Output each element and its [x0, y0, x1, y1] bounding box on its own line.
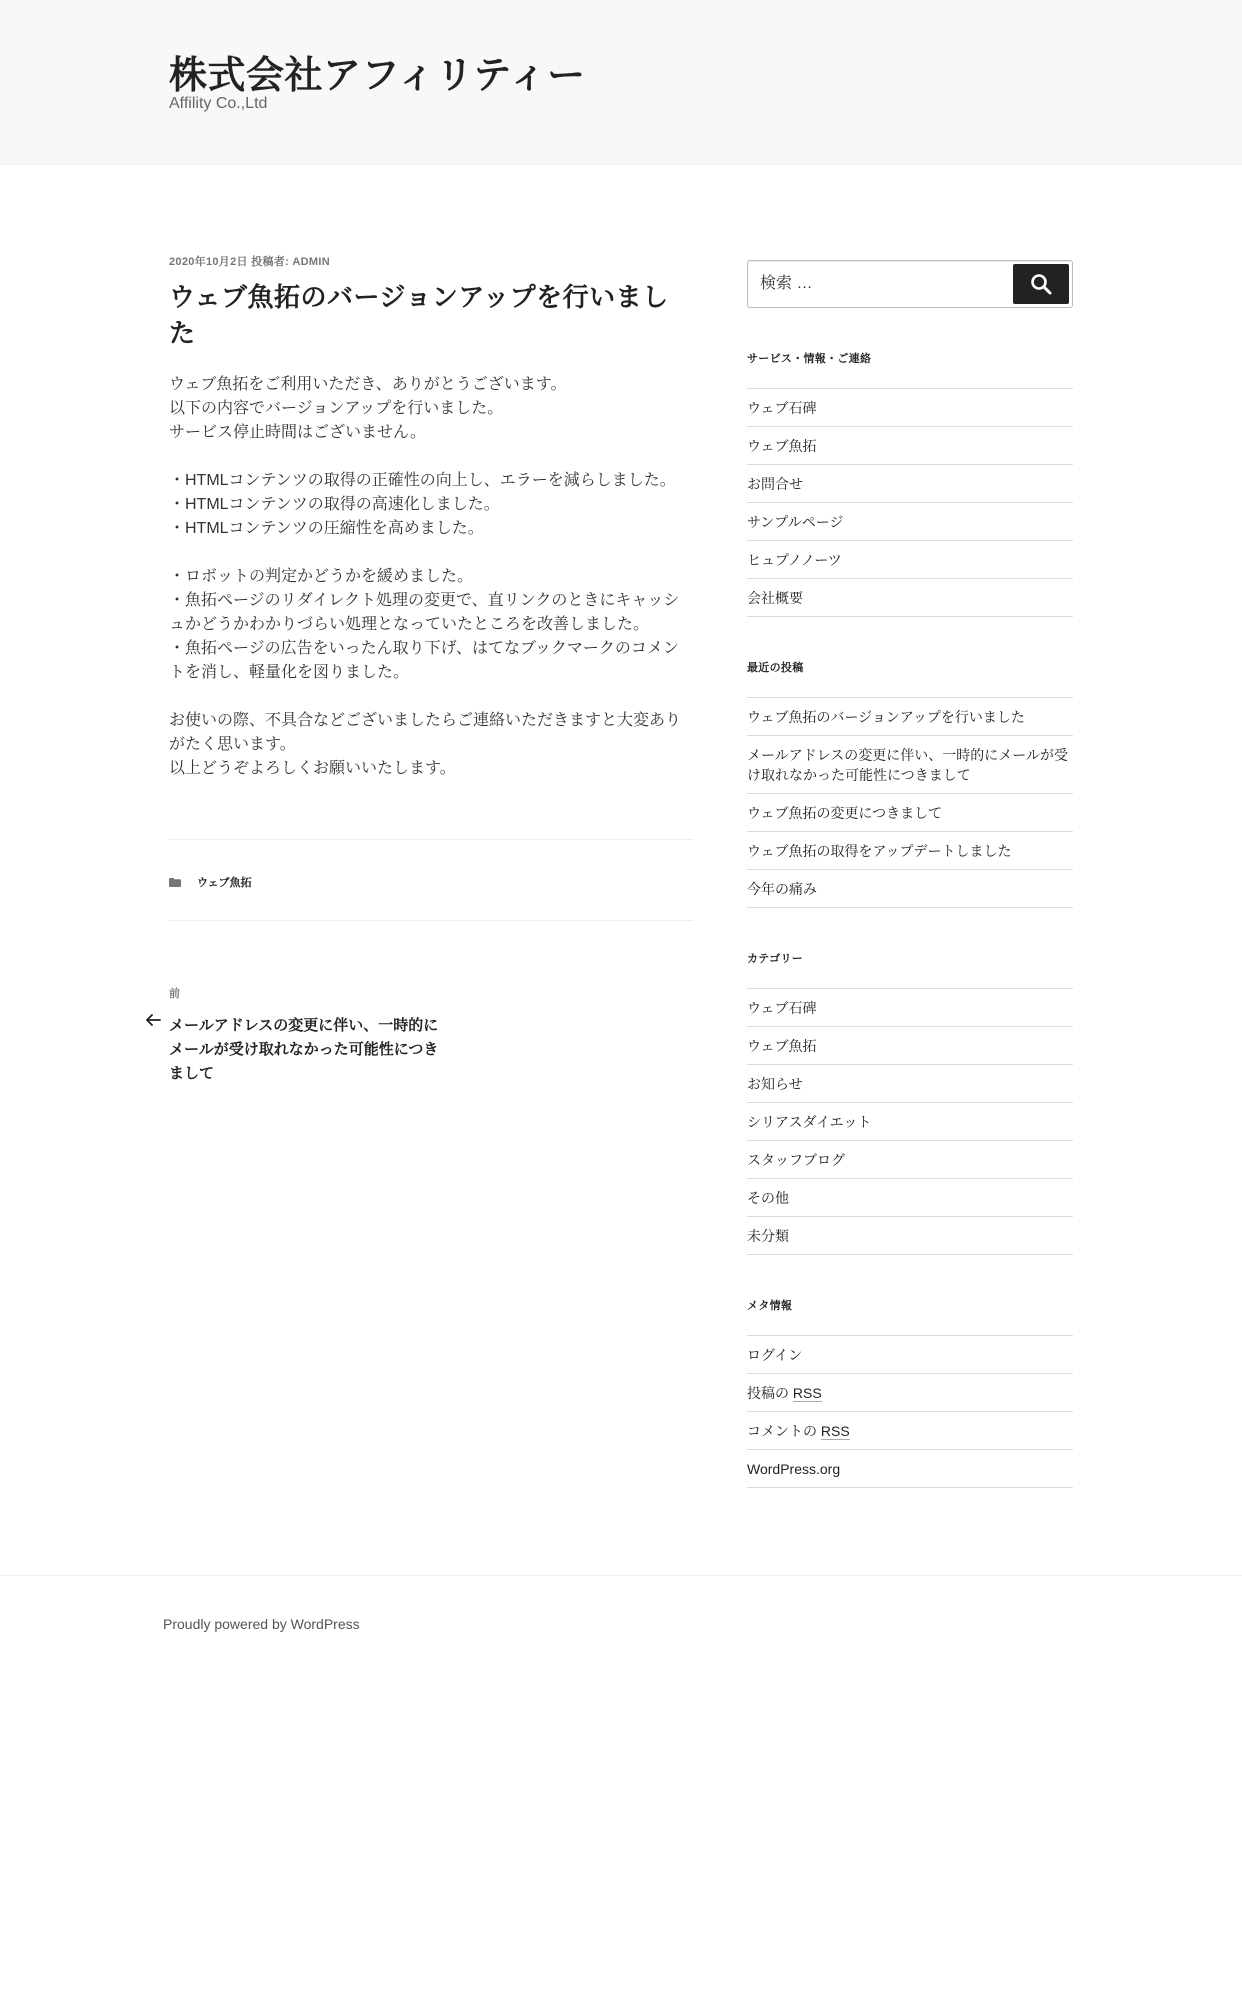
search-form [747, 260, 1073, 308]
services-list [747, 388, 1073, 617]
recent-post-item[interactable]: メールアドレスの変更に伴い、一時的にメールが受け取れなかった可能性につきまして [747, 736, 1073, 794]
content-line: ・HTMLコンテンツの圧縮性を高めました。 [169, 520, 484, 537]
post-content [169, 373, 693, 781]
posts-rss-link[interactable] [747, 1374, 1073, 1412]
category-item[interactable]: ウェブ魚拓 [747, 1027, 1073, 1065]
widget-meta [747, 1297, 1073, 1488]
main-content [169, 253, 693, 1095]
services-item[interactable]: お問合せ [747, 465, 1073, 503]
login-link[interactable]: ログイン [747, 1336, 1073, 1374]
content-line: 以下の内容でバージョンアップを行いました。 [169, 400, 504, 417]
content-spacer [169, 541, 693, 565]
search-input[interactable] [748, 261, 1016, 307]
services-item[interactable]: ウェブ魚拓 [747, 427, 1073, 465]
widget-categories-title: カテゴリー [747, 953, 804, 965]
services-item[interactable]: 会社概要 [747, 579, 1073, 617]
content-line: ウェブ魚拓をご利用いただき、ありがとうございます。 [169, 376, 567, 393]
folder-icon [169, 878, 181, 887]
wordpress-org-link[interactable]: WordPress.org [747, 1450, 1073, 1488]
content-line: サービス停止時間はございません。 [169, 424, 426, 441]
site-title[interactable]: 株式会社アフィリティー [169, 55, 586, 97]
category-item[interactable]: スタッフブログ [747, 1141, 1073, 1179]
entry-footer [169, 839, 693, 921]
category-links [169, 874, 252, 890]
prev-post-label: 前 [169, 988, 180, 1000]
category-link[interactable]: ウェブ魚拓 [197, 877, 252, 889]
meta-list [747, 1335, 1073, 1488]
content-line: ・HTMLコンテンツの取得の高速化しました。 [169, 496, 500, 513]
content-line: お使いの際、不具合などございましたらご連絡いただきますと大変ありがたく思います。 [169, 712, 682, 753]
comments-rss-prefix: コメントの [747, 1423, 817, 1439]
content-line: ・HTMLコンテンツの取得の正確性の向上し、エラーを減らしました。 [169, 472, 676, 489]
recent-posts-list [747, 697, 1073, 908]
content-line: 以上どうぞよろしくお願いいたします。 [169, 760, 456, 777]
site-header [0, 0, 1242, 165]
post-title: ウェブ魚拓のバージョンアップを行いました [169, 282, 669, 348]
widget-categories [747, 950, 1073, 1255]
widget-services-title: サービス・情報・ご連絡 [747, 353, 872, 365]
post-date-link[interactable]: 2020年10月2日 [169, 256, 248, 268]
search-button[interactable] [1013, 264, 1069, 304]
entry-meta [169, 253, 693, 269]
recent-post-item[interactable]: ウェブ魚拓の変更につきまして [747, 794, 1073, 832]
widget-recent-posts-title: 最近の投稿 [747, 662, 804, 674]
category-item[interactable]: お知らせ [747, 1065, 1073, 1103]
categories-list [747, 988, 1073, 1255]
comments-rss-link[interactable] [747, 1412, 1073, 1450]
prev-post-link[interactable]: メールアドレスの変更に伴い、一時的にメールが受け取れなかった可能性につきまして [169, 1017, 439, 1082]
category-item[interactable]: ウェブ石碑 [747, 989, 1073, 1027]
content-line: ・魚拓ページのリダイレクト処理の変更で、直リンクのときにキャッシュかどうかわかりづらい処理となっていたところを改善しました。 [169, 592, 680, 633]
recent-post-item[interactable]: 今年の痛み [747, 870, 1073, 908]
recent-post-item[interactable]: ウェブ魚拓のバージョンアップを行いました [747, 698, 1073, 736]
services-item[interactable]: ウェブ石碑 [747, 389, 1073, 427]
comments-rss-abbr: RSS [820, 1423, 850, 1439]
services-item[interactable]: ヒュプノノーツ [747, 541, 1073, 579]
widget-recent-posts [747, 659, 1073, 908]
recent-post-item[interactable]: ウェブ魚拓の取得をアップデートしました [747, 832, 1073, 870]
content-line: ・魚拓ページの広告をいったん取り下げ、はてなブックマークのコメントを消し、軽量化を図りました。 [169, 640, 679, 681]
category-item[interactable]: シリアスダイエット [747, 1103, 1073, 1141]
post-navigation [169, 985, 693, 1095]
content-line: ・ロボットの判定かどうかを緩めました。 [169, 568, 474, 585]
powered-by-link[interactable]: Proudly powered by WordPress [163, 1616, 360, 1632]
search-icon [1030, 273, 1052, 295]
author-link[interactable]: ADMIN [292, 256, 330, 268]
posts-rss-prefix: 投稿の [747, 1385, 789, 1401]
site-description: Affility Co.,Ltd [169, 95, 268, 112]
content-spacer [169, 685, 693, 709]
category-item[interactable]: その他 [747, 1179, 1073, 1217]
site-footer [0, 1575, 1242, 1675]
widget-services [747, 350, 1073, 617]
services-item[interactable]: サンプルページ [747, 503, 1073, 541]
author-prefix: 投稿者: [251, 256, 290, 268]
posts-rss-abbr: RSS [792, 1385, 822, 1401]
category-item[interactable]: 未分類 [747, 1217, 1073, 1255]
sidebar [747, 260, 1073, 1488]
content-spacer [169, 445, 693, 469]
arrow-left-icon[interactable] [145, 1012, 161, 1028]
widget-meta-title: メタ情報 [747, 1300, 793, 1312]
